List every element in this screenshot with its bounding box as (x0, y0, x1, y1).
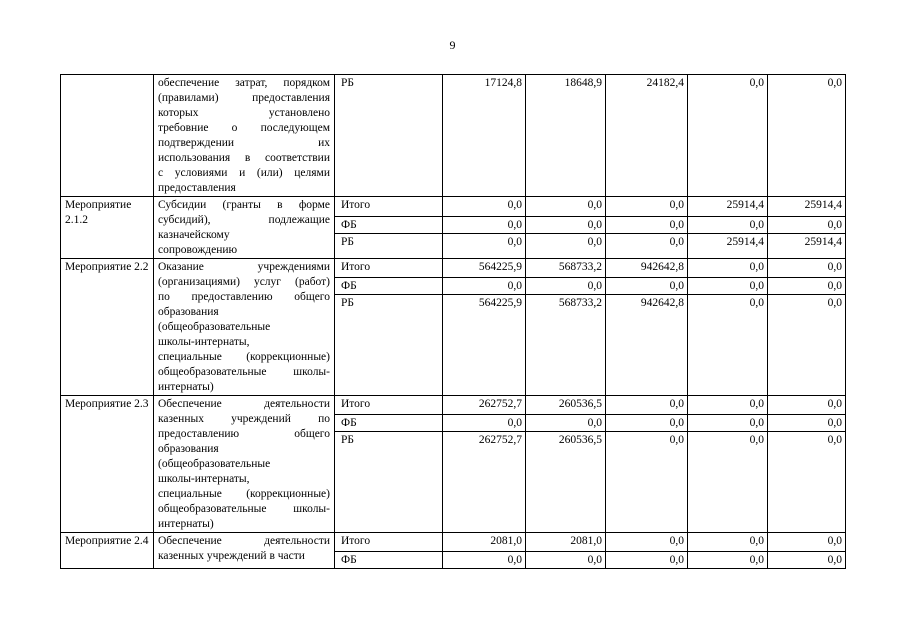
value-cell: 0,0 (606, 552, 688, 569)
source-cell: Итого (335, 259, 443, 278)
description-line: специальные (коррекционные) (158, 351, 330, 363)
value-cell: 564225,9 (443, 295, 526, 396)
value-cell: 568733,2 (526, 295, 606, 396)
description-line: предоставлению общего (158, 428, 330, 440)
value-cell: 24182,4 (606, 75, 688, 197)
description-line: специальные (коррекционные) (158, 488, 330, 500)
value-cell: 0,0 (688, 552, 768, 569)
table-row (61, 533, 846, 552)
description-line: обеспечение затрат, порядком (158, 77, 330, 89)
value-cell: 564225,9 (443, 259, 526, 278)
value-cell: 0,0 (526, 197, 606, 217)
source-cell: РБ (335, 295, 443, 396)
event-cell: Мероприятие 2.1.2 (61, 197, 154, 259)
description-line: общеобразовательные школы- (158, 366, 330, 378)
value-cell: 260536,5 (526, 432, 606, 533)
value-cell: 260536,5 (526, 396, 606, 415)
source-cell: ФБ (335, 216, 443, 234)
value-cell: 17124,8 (443, 75, 526, 197)
description-line: общеобразовательные школы- (158, 503, 330, 515)
value-cell: 25914,4 (768, 234, 846, 259)
event-cell (61, 75, 154, 197)
value-cell: 0,0 (768, 552, 846, 569)
value-cell: 0,0 (526, 216, 606, 234)
value-cell: 2081,0 (443, 533, 526, 552)
description-cell (154, 396, 335, 533)
value-cell: 0,0 (768, 295, 846, 396)
description-line: (правилами) предоставления (158, 92, 330, 104)
source-cell: РБ (335, 75, 443, 197)
description-line: образования (158, 306, 219, 318)
value-cell: 0,0 (443, 552, 526, 569)
description-line: сопровождению (158, 244, 238, 256)
description-line: казначейскому (158, 229, 230, 241)
description-line: Обеспечение деятельности (158, 535, 330, 547)
description-line: школы-интернаты, (158, 336, 250, 348)
value-cell: 18648,9 (526, 75, 606, 197)
description-line: Субсидии (гранты в форме (158, 199, 330, 211)
budget-table (60, 74, 846, 569)
source-cell: ФБ (335, 552, 443, 569)
source-cell: РБ (335, 234, 443, 259)
value-cell: 0,0 (688, 396, 768, 415)
source-cell: Итого (335, 396, 443, 415)
description-line: по предоставлению общего (158, 291, 330, 303)
value-cell: 0,0 (443, 234, 526, 259)
value-cell: 25914,4 (768, 197, 846, 217)
value-cell: 0,0 (443, 415, 526, 432)
value-cell: 0,0 (688, 533, 768, 552)
value-cell: 942642,8 (606, 295, 688, 396)
value-cell: 0,0 (688, 75, 768, 197)
description-line: казенных учреждений по (158, 413, 330, 425)
value-cell: 0,0 (606, 197, 688, 217)
description-line: казенных учреждений в части (158, 550, 305, 562)
value-cell: 0,0 (768, 75, 846, 197)
source-cell: ФБ (335, 415, 443, 432)
value-cell: 0,0 (688, 432, 768, 533)
source-cell: Итого (335, 197, 443, 217)
source-cell: РБ (335, 432, 443, 533)
value-cell: 0,0 (768, 259, 846, 278)
description-cell (154, 533, 335, 569)
value-cell: 0,0 (606, 533, 688, 552)
table-row (61, 75, 846, 197)
value-cell: 0,0 (606, 216, 688, 234)
value-cell: 25914,4 (688, 197, 768, 217)
value-cell: 0,0 (526, 234, 606, 259)
value-cell: 0,0 (606, 415, 688, 432)
description-line: школы-интернаты, (158, 473, 250, 485)
description-line: интернаты) (158, 518, 214, 530)
description-line: подтверждении их (158, 137, 330, 149)
source-cell: Итого (335, 533, 443, 552)
description-line: Обеспечение деятельности (158, 398, 330, 410)
value-cell: 568733,2 (526, 259, 606, 278)
value-cell: 0,0 (688, 415, 768, 432)
value-cell: 0,0 (443, 278, 526, 295)
source-cell: ФБ (335, 278, 443, 295)
value-cell: 0,0 (526, 278, 606, 295)
description-line: (общеобразовательные (158, 321, 271, 333)
value-cell: 0,0 (526, 415, 606, 432)
description-line: использования в соответствии (158, 152, 330, 164)
description-cell (154, 75, 335, 197)
description-cell (154, 259, 335, 396)
description-line: образования (158, 443, 219, 455)
table-body (61, 75, 846, 569)
value-cell: 0,0 (606, 396, 688, 415)
description-line: предоставления (158, 182, 236, 194)
table-row (61, 396, 846, 415)
description-line: которых установлено (158, 107, 330, 119)
value-cell: 0,0 (606, 278, 688, 295)
page-number: 9 (449, 38, 456, 52)
value-cell: 262752,7 (443, 396, 526, 415)
value-cell: 262752,7 (443, 432, 526, 533)
value-cell: 0,0 (768, 415, 846, 432)
value-cell: 0,0 (768, 396, 846, 415)
value-cell: 25914,4 (688, 234, 768, 259)
value-cell: 0,0 (768, 216, 846, 234)
value-cell: 0,0 (688, 216, 768, 234)
value-cell: 0,0 (688, 295, 768, 396)
value-cell: 0,0 (443, 216, 526, 234)
value-cell: 0,0 (606, 432, 688, 533)
value-cell: 0,0 (688, 259, 768, 278)
description-line: требовние о последующем (158, 122, 330, 134)
description-cell (154, 197, 335, 259)
description-line: с условиями и (или) целями (158, 167, 330, 179)
value-cell: 0,0 (526, 552, 606, 569)
description-line: (общеобразовательные (158, 458, 271, 470)
table-row (61, 259, 846, 278)
value-cell: 0,0 (768, 432, 846, 533)
table-row (61, 197, 846, 217)
description-line: Оказание учреждениями (158, 261, 330, 273)
event-cell: Мероприятие 2.3 (61, 396, 154, 533)
description-line: субсидий), подлежащие (158, 214, 330, 226)
event-cell: Мероприятие 2.2 (61, 259, 154, 396)
value-cell: 0,0 (768, 533, 846, 552)
value-cell: 0,0 (606, 234, 688, 259)
event-cell: Мероприятие 2.4 (61, 533, 154, 569)
value-cell: 0,0 (688, 278, 768, 295)
value-cell: 0,0 (443, 197, 526, 217)
value-cell: 0,0 (768, 278, 846, 295)
value-cell: 2081,0 (526, 533, 606, 552)
value-cell: 942642,8 (606, 259, 688, 278)
description-line: (организациями) услуг (работ) (158, 276, 330, 288)
description-line: интернаты) (158, 381, 214, 393)
